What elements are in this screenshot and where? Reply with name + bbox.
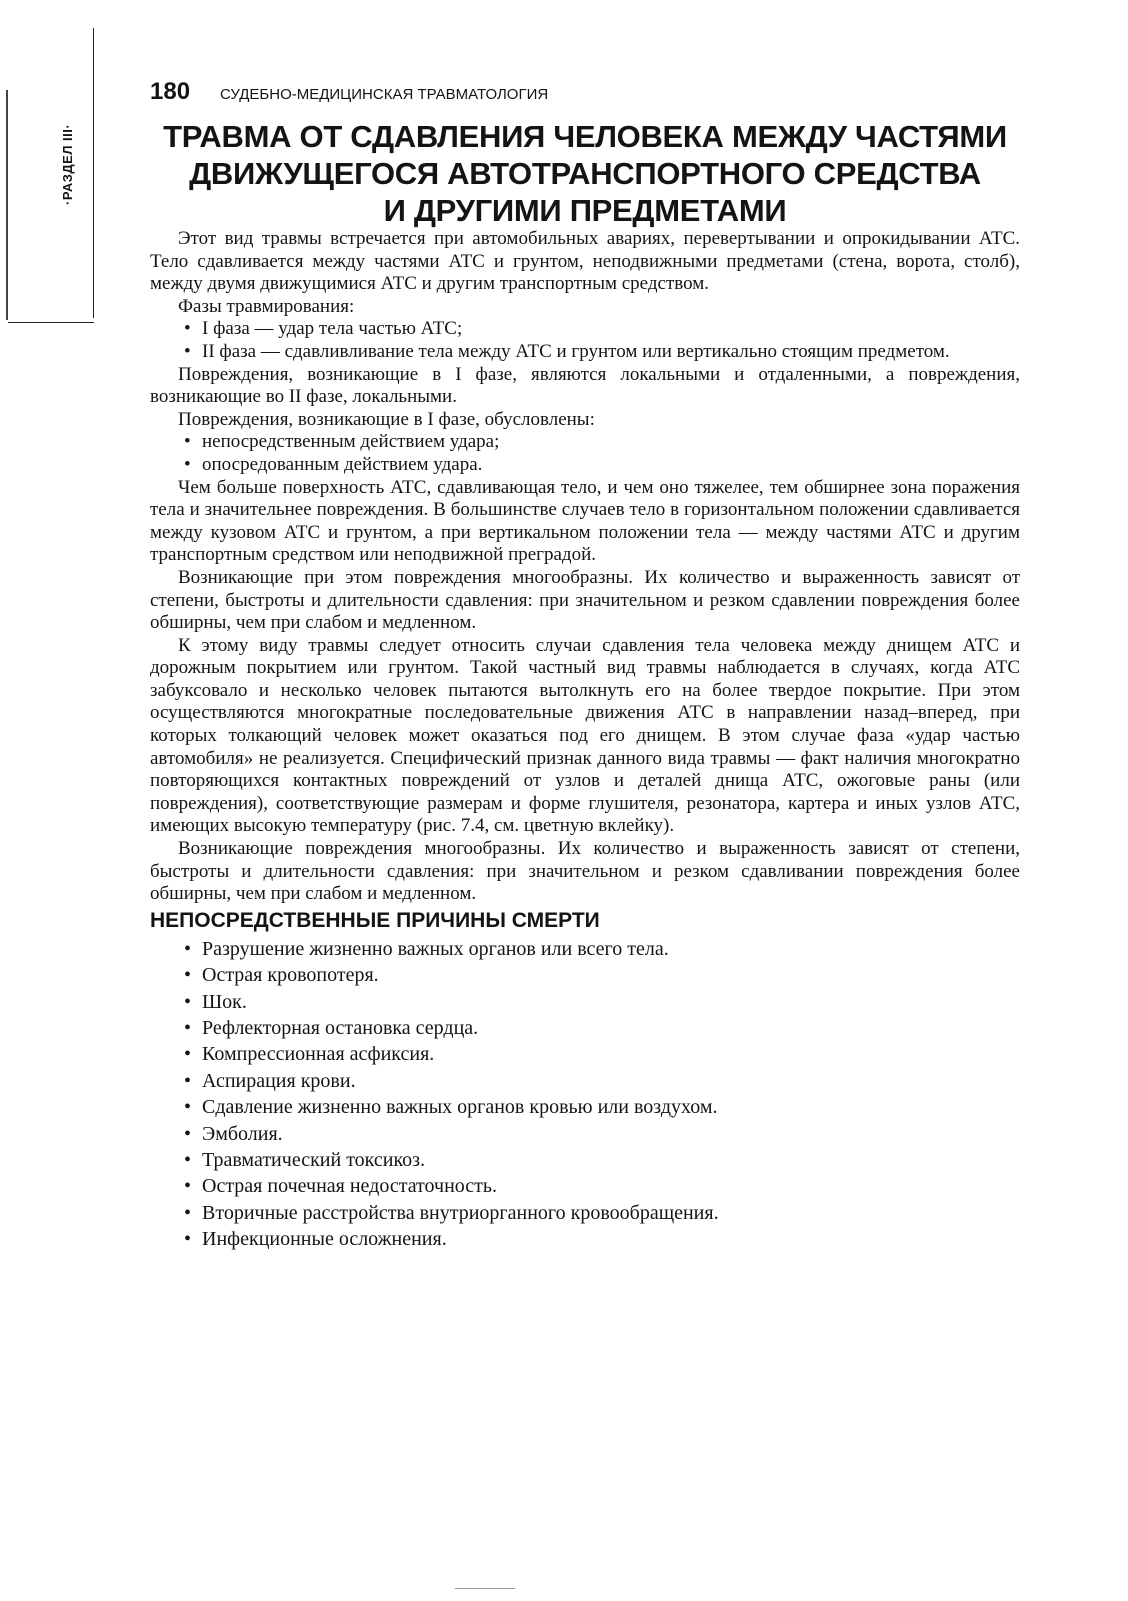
title-line-3: И ДРУГИМИ ПРЕДМЕТАМИ <box>383 193 787 228</box>
page-header <box>150 78 548 106</box>
running-title: СУДЕБНО-МЕДИЦИНСКАЯ ТРАВМАТОЛОГИЯ <box>220 86 549 103</box>
list-item: • Аспирация крови. <box>150 1068 1020 1094</box>
list-item: • Острая почечная недостаточность. <box>150 1173 1020 1199</box>
page-number: 180 <box>150 78 191 105</box>
list-item: • Эмболия. <box>150 1121 1020 1147</box>
list-item: • Острая кровопотеря. <box>150 962 1020 988</box>
page-edge-line <box>6 90 8 320</box>
causes-heading: НЕПОСРЕДСТВЕННЫЕ ПРИЧИНЫ СМЕРТИ <box>150 908 600 932</box>
list-item: • непосредственным действием удара; <box>150 431 1020 454</box>
sidebar-divider-bottom <box>8 322 94 323</box>
paragraph-phase1-causes-title: Повреждения, возникающие в I фазе, обусловлены: <box>178 408 595 430</box>
list-item: • Инфекционные осложнения. <box>150 1226 1020 1252</box>
list-item: • Вторичные расстройства внутриорганного кровообращения. <box>150 1200 1020 1226</box>
list-item: • Компрессионная асфиксия. <box>150 1041 1020 1067</box>
list-item: • опосредованным действием удара. <box>150 454 1020 477</box>
paragraph-phases-title: Фазы травмирования: <box>178 295 355 317</box>
section-label: ·РАЗДЕЛ III· <box>60 123 75 205</box>
title-line-2: ДВИЖУЩЕГОСЯ АВТОТРАНСПОРТНОГО СРЕДСТВА <box>189 156 981 191</box>
paragraph-intro: Этот вид травмы встречается при автомобильных авариях, перевертывании и опрокидывании АТС. Тело сдавливается между частями АТС и грунтом, неподвижными предметами (стена, ворота, столб), между двумя движущимися АТС и другим транспортным средством. <box>150 228 1020 295</box>
chapter-title <box>150 118 1020 229</box>
footer-mark <box>455 1588 515 1589</box>
list-item: • I фаза — удар тела частью АТС; <box>150 318 1020 341</box>
list-item: • Шок. <box>150 989 1020 1015</box>
main-text <box>150 228 1020 1253</box>
paragraph-surface: Чем больше поверхность АТС, сдавливающая тело, и чем оно тяжелее, тем обширнее зона поражения тела и значительнее повреждения. В большинстве случаев тело в горизонтальном положении сдавливается между кузовом АТС и грунтом, а при вертикальном положении тела — между частями АТС и другим транспортным средством или неподвижной преградой. <box>150 476 1020 566</box>
paragraph-diversity: Возникающие при этом повреждения многообразны. Их количество и выраженность зависят от степени, быстроты и длительности сдавления: при значительном и резком сдавлении повреждения более обширны, чем при слабом и медленном. <box>150 566 1020 634</box>
title-line-1: ТРАВМА ОТ СДАВЛЕНИЯ ЧЕЛОВЕКА МЕЖДУ ЧАСТЯМИ <box>163 119 1007 154</box>
sidebar-divider <box>93 28 94 318</box>
paragraph-diversity-2: Возникающие повреждения многообразны. Их количество и выраженность зависят от степени, быстроты и длительности сдавления: при значительном и резком сдавливании повреждения более обширны, чем при слабом и медленном. <box>150 838 1020 905</box>
paragraph-underbody: К этому виду травмы следует относить случаи сдавления тела человека между днищем АТС и дорожным покрытием или грунтом. Такой частный вид травмы наблюдается в случаях, когда АТС забуксовало и несколько человек пытаются вытолкнуть его на более твердое покрытие. При этом осуществляются многократные последовательные движения АТС в направлении назад–вперед, при которых толкающий человек может оказаться под его днищем. В этом случае фаза «удар частью автомобиля» не реализуется. Специфический признак данного вида травмы — факт наличия многократно повторяющихся контактных повреждений от узлов и деталей днища АТС, ожоговые раны (или повреждения), соответствующие размерам и форме глушителя, резонатора, картера и иных узлов АТС, имеющих высокую температуру (рис. 7.4, см. цветную вклейку). <box>150 634 1020 837</box>
phases-list <box>150 318 1020 363</box>
causes-of-death-list <box>150 936 1020 1253</box>
list-item: • Травматический токсикоз. <box>150 1147 1020 1173</box>
phase1-causes-list <box>150 431 1020 476</box>
list-item: • Сдавление жизненно важных органов кровью или воздухом. <box>150 1094 1020 1120</box>
paragraph-injuries-phases: Повреждения, возникающие в I фазе, являются локальными и отдаленными, а повреждения, возникающие во II фазе, локальными. <box>150 363 1020 408</box>
list-item: • II фаза — сдавливливание тела между АТС и грунтом или вертикально стоящим предметом. <box>150 341 1020 364</box>
list-item: • Рефлекторная остановка сердца. <box>150 1015 1020 1041</box>
list-item: • Разрушение жизненно важных органов или всего тела. <box>150 936 1020 962</box>
